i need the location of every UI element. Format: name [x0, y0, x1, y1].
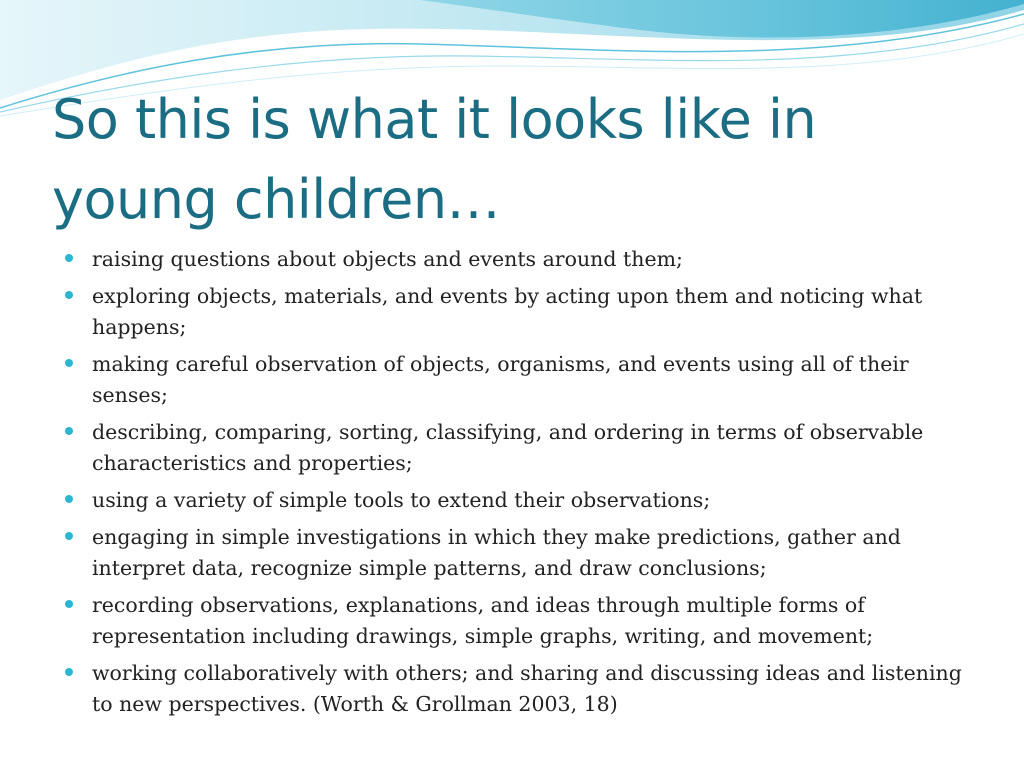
- bullet-list: [62, 244, 972, 726]
- list-item: [62, 590, 972, 652]
- bullet-dot-icon: [65, 291, 73, 299]
- list-item-text: exploring objects, materials, and events by acting upon them and noticing what happens;: [92, 284, 923, 339]
- list-item-text: using a variety of simple tools to extend their observations;: [92, 488, 711, 512]
- list-item: [62, 485, 972, 516]
- slide-title: So this is what it looks like in young children…: [52, 88, 817, 231]
- list-item: [62, 244, 972, 275]
- bullet-dot-icon: [65, 254, 73, 262]
- list-item-text: describing, comparing, sorting, classifying, and ordering in terms of observable characteristics and properties;: [92, 420, 924, 475]
- list-item-text: engaging in simple investigations in which they make predictions, gather and interpret data, recognize simple patterns, and draw conclusions;: [92, 525, 901, 580]
- list-item-text: working collaboratively with others; and sharing and discussing ideas and listening to new perspectives. (Worth & Grollman 2003, 18): [92, 661, 962, 716]
- list-item: [62, 658, 972, 720]
- bullet-dot-icon: [65, 600, 73, 608]
- bullet-dot-icon: [65, 427, 73, 435]
- list-item-text: recording observations, explanations, and ideas through multiple forms of representation including drawings, simple graphs, writing, and movement;: [92, 593, 874, 648]
- bullet-dot-icon: [65, 532, 73, 540]
- list-item: [62, 281, 972, 343]
- list-item-text: raising questions about objects and events around them;: [92, 247, 683, 271]
- list-item: [62, 349, 972, 411]
- bullet-dot-icon: [65, 359, 73, 367]
- list-item-text: making careful observation of objects, organisms, and events using all of their senses;: [92, 352, 909, 407]
- bullet-dot-icon: [65, 495, 73, 503]
- list-item: [62, 522, 972, 584]
- list-item: [62, 417, 972, 479]
- bullet-dot-icon: [65, 668, 73, 676]
